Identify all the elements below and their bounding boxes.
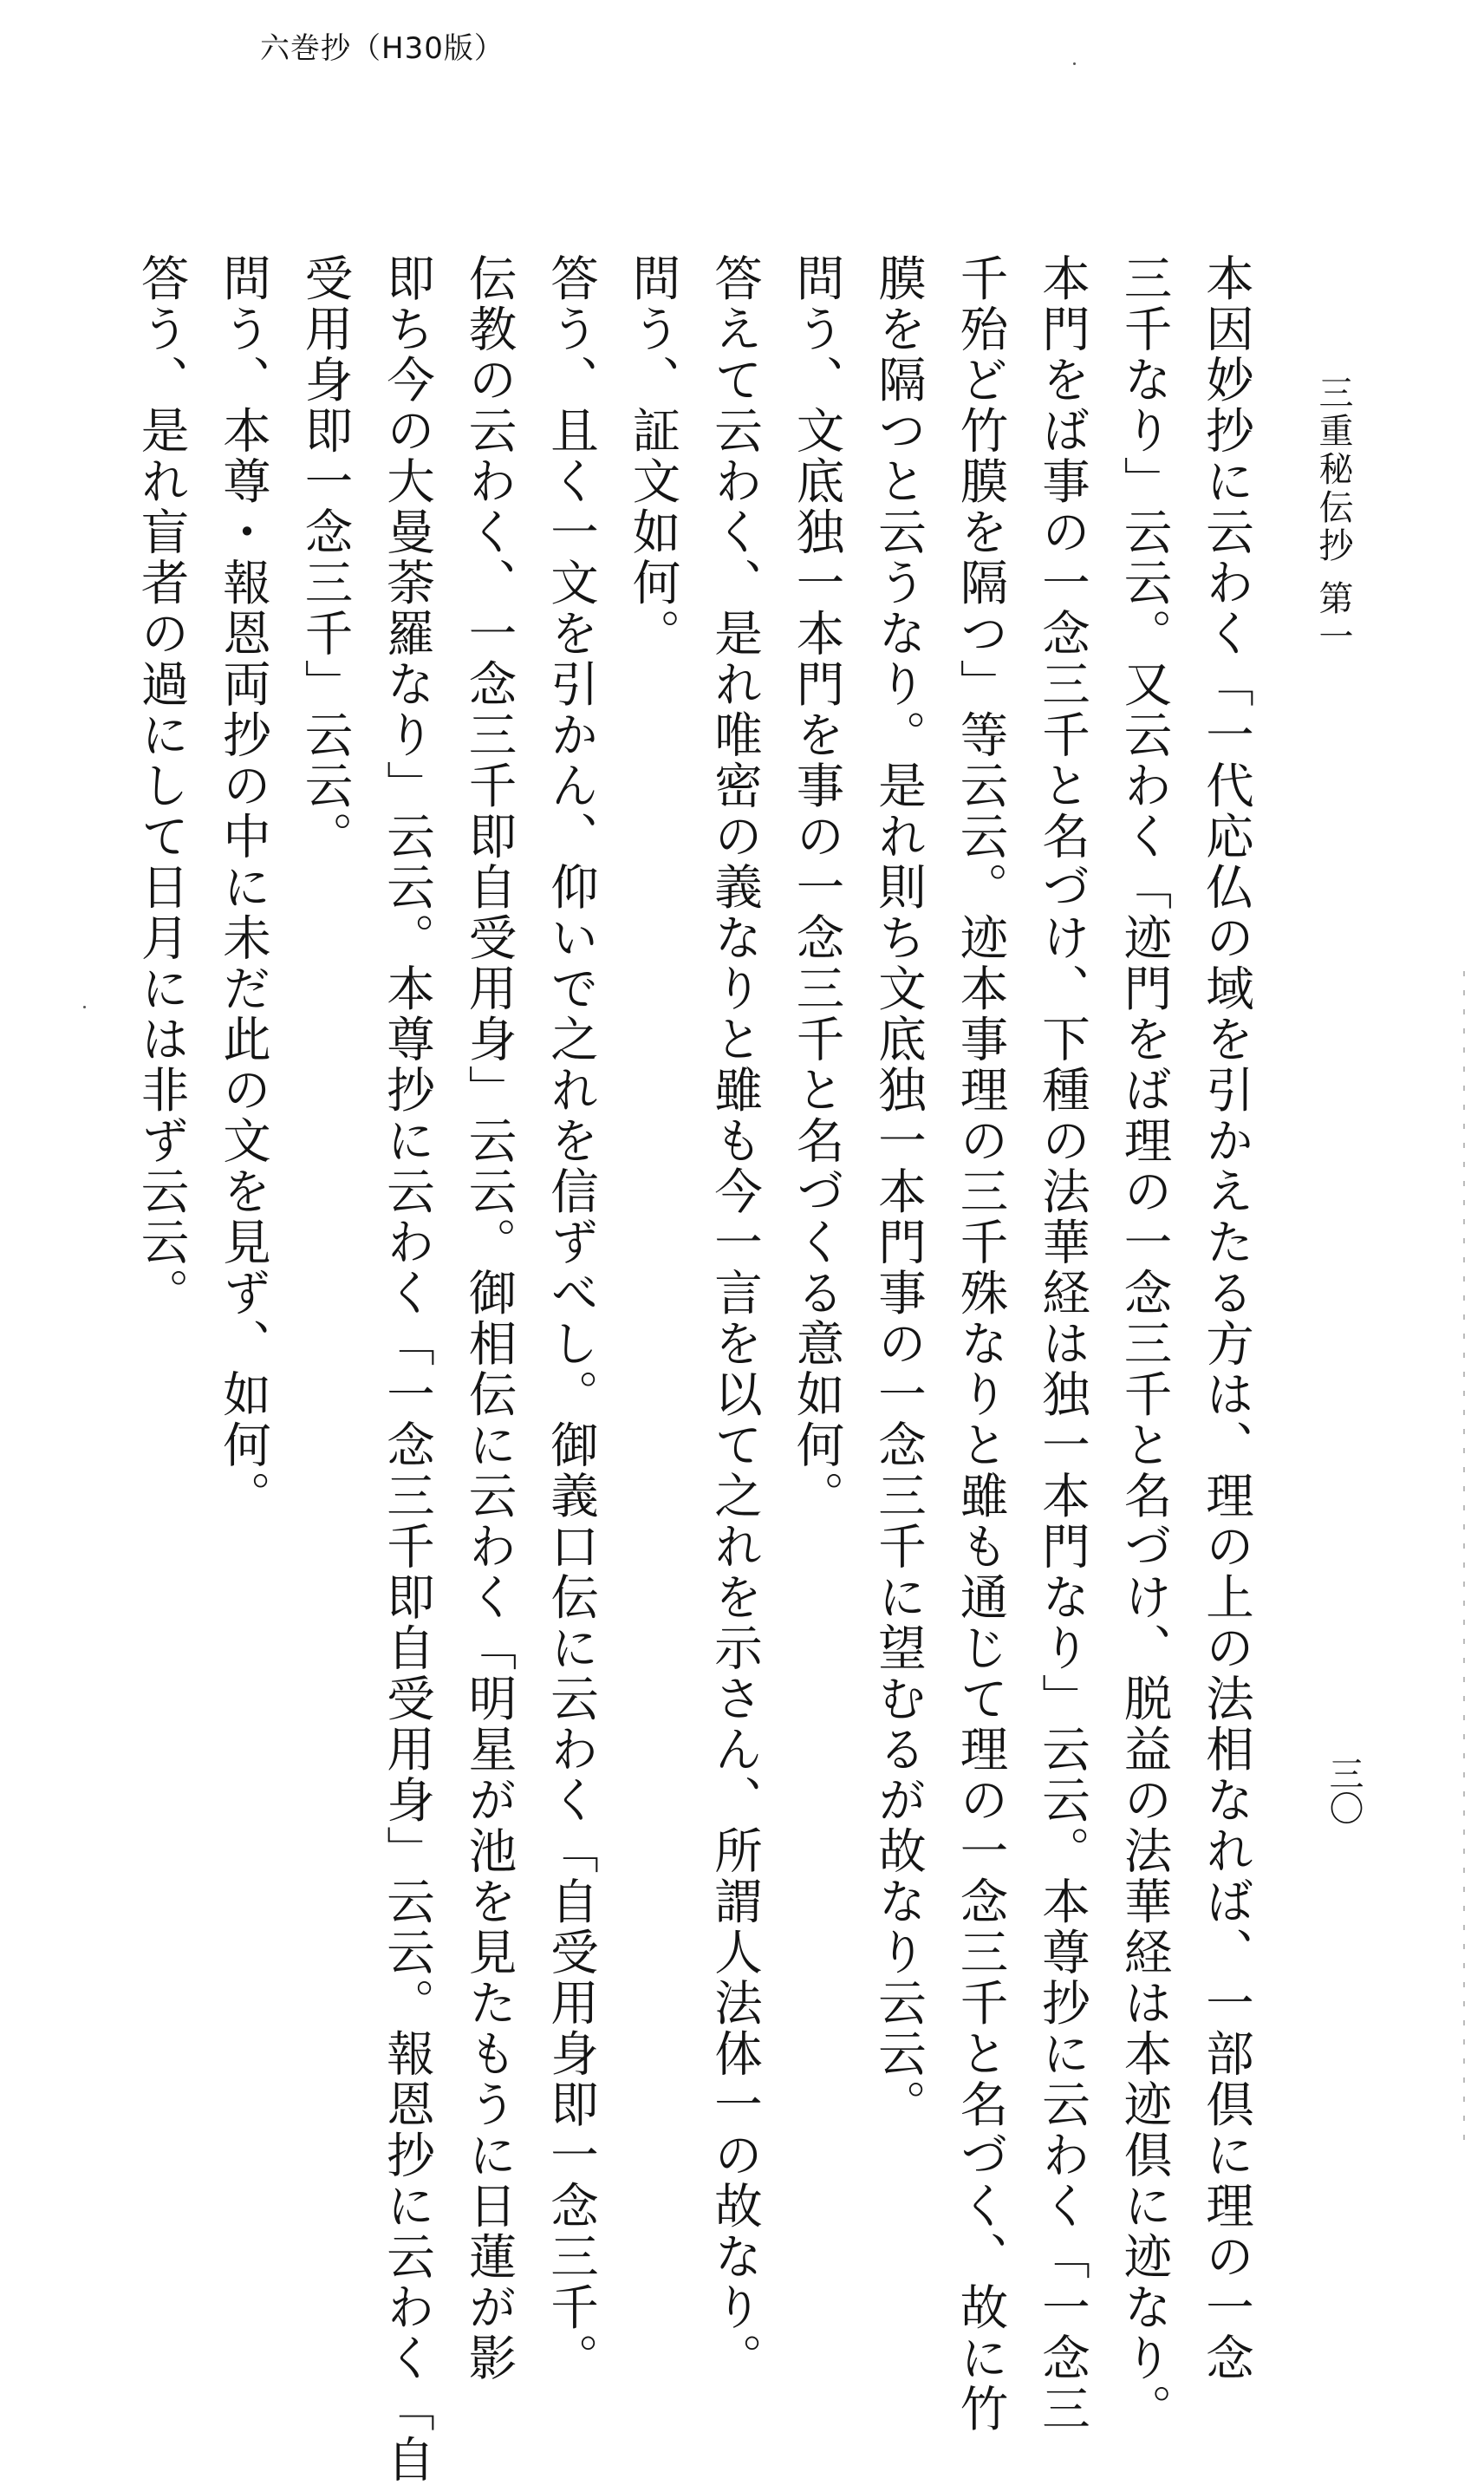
text-column: 千殆ど竹膜を隔つ」等云云。迹本事理の三千殊なりと雖も通じて理の一念三千と名づく、故に竹 — [951, 253, 1008, 2435]
text-column: 答えて云わく、是れ唯密の義なりと雖も今一言を以て之れを示さん、所謂人法体一の故なり。 — [706, 253, 762, 2384]
text-column: 答う、是れ盲者の過にして日月には非ず云云。 — [132, 253, 189, 1319]
text-column: 三千なり」云云。又云わく「迹門をば理の一念三千と名づけ、脱益の法華経は本迹倶に迹なり。 — [1115, 253, 1172, 2435]
scan-edge — [1463, 971, 1465, 2150]
scan-speck — [83, 1006, 86, 1008]
text-column: 答う、且く一文を引かん、仰いで之れを信ずべし。御義口伝に云わく「自受用身即一念三千。 — [542, 253, 598, 2384]
book-label: 六巻抄（H30版） — [260, 31, 504, 66]
text-column: 受用身即一念三千」云云。 — [296, 253, 353, 862]
page-number: 三〇 — [1324, 1756, 1364, 1825]
body-text — [132, 253, 1266, 2485]
text-column: 本因妙抄に云わく「一代応仏の域を引かえたる方は、理の上の法相なれば、一部倶に理の一念 — [1197, 253, 1253, 2384]
text-column: 伝教の云わく、一念三千即自受用身」云云。御相伝に云わく「明星が池を見たもうに日蓮が影 — [459, 253, 517, 2384]
text-column: 問う、文底独一本門を事の一念三千と名づくる意如何。 — [787, 253, 844, 1522]
text-column: 本門をば事の一念三千と名づけ、下種の法華経は独一本門なり」云云。本尊抄に云わく「一念三 — [1033, 253, 1090, 2435]
scan-speck — [1073, 62, 1076, 65]
text-column: 即ち今の大曼荼羅なり」云云。本尊抄に云わく「一念三千即自受用身」云云。報恩抄に云わく「自 — [378, 253, 434, 2485]
text-column: 膜を隔つと云うなり。是れ則ち文底独一本門事の一念三千に望むるが故なり云云。 — [869, 253, 926, 2130]
running-title: 三重秘伝抄 第一 — [1313, 375, 1353, 656]
text-column: 問う、証文如何。 — [623, 253, 680, 659]
text-column: 問う、本尊・報恩両抄の中に未だ此の文を見ず、如何。 — [214, 253, 270, 1522]
